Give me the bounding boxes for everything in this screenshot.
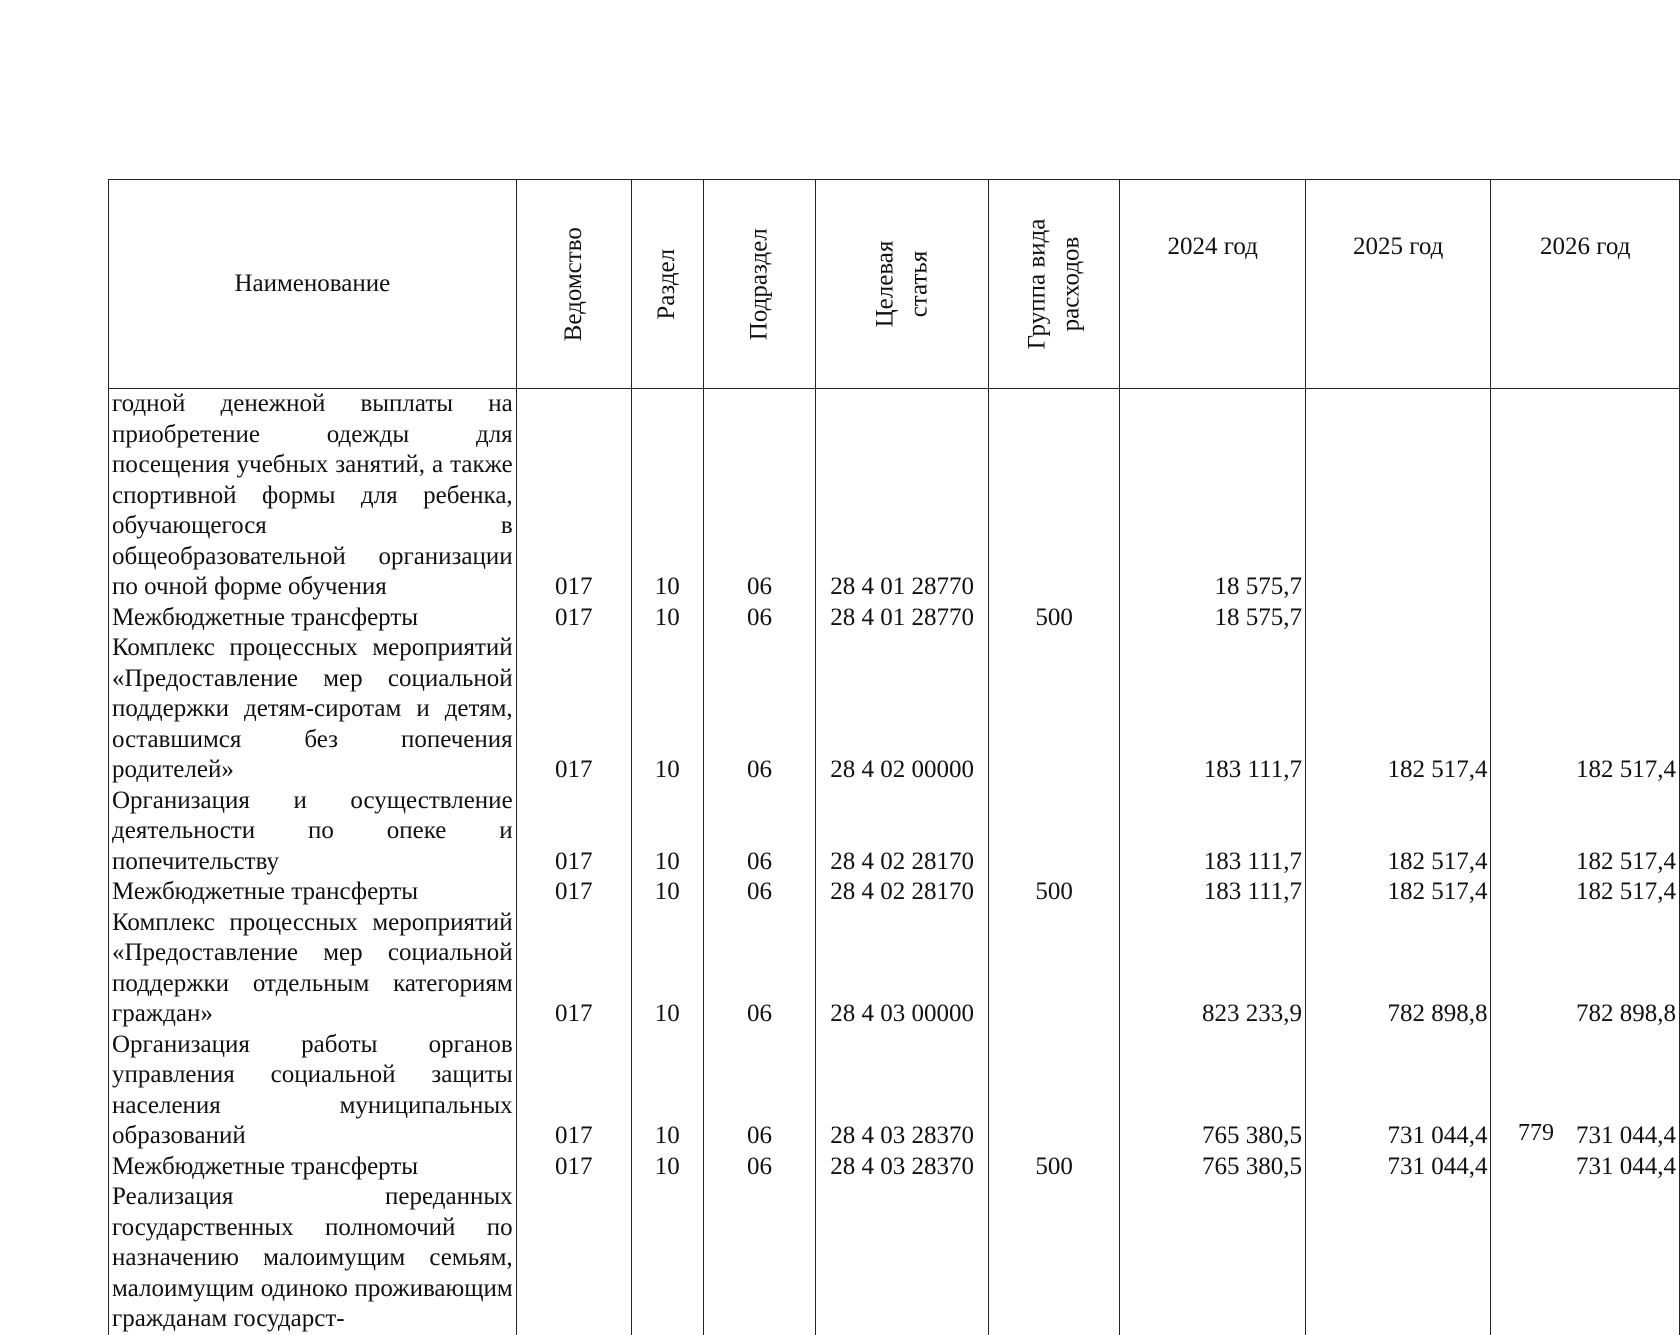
row-2024: 18 575,7 [1120,603,1306,634]
row-2026 [1491,389,1680,603]
row-2024: 183 111,7 [1120,633,1306,786]
row-2025: 182 517,4 [1305,786,1491,878]
row-2025: 731 044,4 [1305,1152,1491,1183]
row-2026: 782 898,8 [1491,908,1680,1030]
row-2024: 765 380,5 [1120,1152,1306,1183]
row-razdel: 10 [631,633,703,786]
row-2025: 782 898,8 [1305,908,1491,1030]
row-2026 [1491,1182,1680,1335]
row-2025: 182 517,4 [1305,877,1491,908]
row-podrazdel: 06 [703,389,816,603]
header-group-line2: расходов [1057,236,1085,332]
row-razdel: 10 [631,1152,703,1183]
row-2024: 183 111,7 [1120,786,1306,878]
table-row [109,1152,1680,1183]
table-row [109,389,1680,603]
header-razdel: Раздел [631,180,703,389]
row-name: Комплекс процессных мероприятий «Предоставление мер социальной поддержки отдельным категориям граждан» [109,908,517,1030]
row-razdel: 10 [631,877,703,908]
row-name: Комплекс процессных мероприятий «Предоставление мер социальной поддержки детям-сиротам и детям, оставшимся без попечения родителей» [109,633,517,786]
table-row [109,603,1680,634]
row-podrazdel [703,1182,816,1335]
row-vedomstvo: 017 [516,1152,631,1183]
row-razdel: 10 [631,1030,703,1152]
row-name: Реализация переданных государственных полномочий по назначению малоимущим семьям, малоимущим одиноко проживающим гражданам государст- [109,1182,517,1335]
table-row [109,1030,1680,1152]
row-vedomstvo: 017 [516,877,631,908]
row-name: Межбюджетные трансферты [109,1152,517,1183]
header-podrazdel: Подраздел [703,180,816,389]
header-group-line1: Группа вида [1023,218,1051,350]
row-2026 [1491,603,1680,634]
row-podrazdel: 06 [703,908,816,1030]
row-podrazdel: 06 [703,877,816,908]
table-row [109,877,1680,908]
row-group [988,1030,1120,1152]
row-group [988,389,1120,603]
row-razdel [631,1182,703,1335]
header-2024: 2024 год [1120,180,1306,389]
table-row [109,786,1680,878]
header-group [988,180,1120,389]
row-vedomstvo [516,1182,631,1335]
row-2025: 731 044,4 [1305,1030,1491,1152]
row-group: 500 [988,603,1120,634]
row-vedomstvo: 017 [516,908,631,1030]
header-vedomstvo: Ведомство [516,180,631,389]
row-target: 28 4 03 00000 [816,908,988,1030]
header-target-line1: Целевая [871,240,899,328]
header-target-line2: статья [905,250,933,318]
header-target [816,180,988,389]
row-2024: 765 380,5 [1120,1030,1306,1152]
row-vedomstvo: 017 [516,633,631,786]
row-group [988,1182,1120,1335]
row-2025 [1305,603,1491,634]
row-group: 500 [988,877,1120,908]
row-razdel: 10 [631,786,703,878]
row-2024: 183 111,7 [1120,877,1306,908]
row-razdel: 10 [631,603,703,634]
row-name: Межбюджетные трансферты [109,877,517,908]
row-vedomstvo: 017 [516,603,631,634]
row-2024: 823 233,9 [1120,908,1306,1030]
row-2026: 182 517,4 [1491,877,1680,908]
row-2025: 182 517,4 [1305,633,1491,786]
row-name: Организация и осуществление деятельности по опеке и попечительству [109,786,517,878]
budget-table [108,179,1680,1335]
row-vedomstvo: 017 [516,786,631,878]
row-target: 28 4 02 28170 [816,877,988,908]
table-row [109,633,1680,786]
row-target: 28 4 03 28370 [816,1152,988,1183]
row-2026: 731 044,4 [1491,1030,1680,1152]
row-name: годной денежной выплаты на приобретение одежды для посещения учебных занятий, а также спортивной формы для ребенка, обучающегося в общеобразовательной организации по очной форме обучения [109,389,517,603]
row-target [816,1182,988,1335]
row-podrazdel: 06 [703,1030,816,1152]
row-razdel: 10 [631,389,703,603]
row-group: 500 [988,1152,1120,1183]
row-podrazdel: 06 [703,633,816,786]
row-2026: 182 517,4 [1491,786,1680,878]
row-2026: 182 517,4 [1491,633,1680,786]
row-2025 [1305,1182,1491,1335]
row-2025 [1305,389,1491,603]
row-2024: 18 575,7 [1120,389,1306,603]
row-name: Организация работы органов управления социальной защиты населения муниципальных образований [109,1030,517,1152]
row-target: 28 4 03 28370 [816,1030,988,1152]
row-2024 [1120,1182,1306,1335]
row-podrazdel: 06 [703,1152,816,1183]
header-2025: 2025 год [1305,180,1491,389]
header-2026: 2026 год [1491,180,1680,389]
row-target: 28 4 01 28770 [816,389,988,603]
header-name: Наименование [109,180,517,389]
row-razdel: 10 [631,908,703,1030]
table-row [109,1182,1680,1335]
row-group [988,633,1120,786]
row-group [988,786,1120,878]
row-2026: 731 044,4 [1491,1152,1680,1183]
row-vedomstvo: 017 [516,1030,631,1152]
row-target: 28 4 01 28770 [816,603,988,634]
row-podrazdel: 06 [703,603,816,634]
row-podrazdel: 06 [703,786,816,878]
table-row [109,908,1680,1030]
row-group [988,908,1120,1030]
row-vedomstvo: 017 [516,389,631,603]
page-number: 779 [1518,1120,1554,1146]
row-target: 28 4 02 28170 [816,786,988,878]
row-name: Межбюджетные трансферты [109,603,517,634]
row-target: 28 4 02 00000 [816,633,988,786]
table-header-row [109,180,1680,389]
